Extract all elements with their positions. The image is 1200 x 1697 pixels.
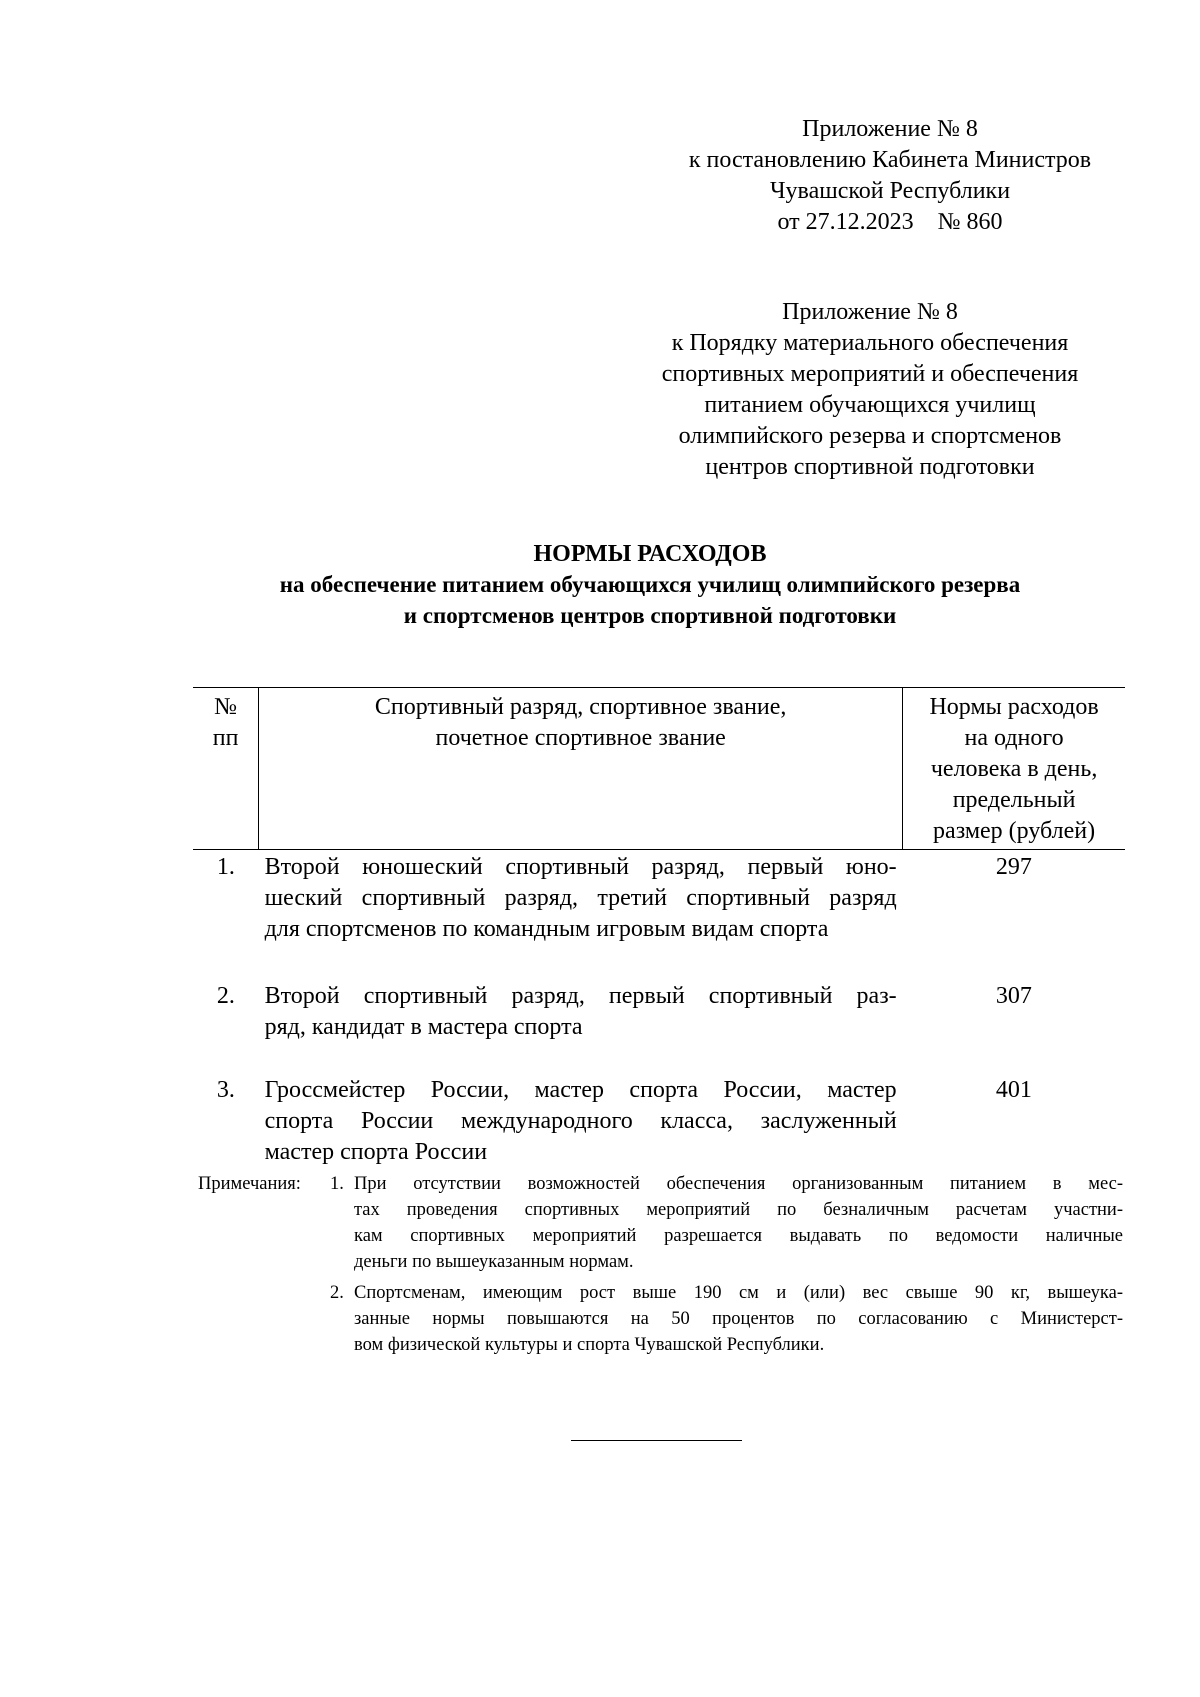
header-norm-line: Нормы расходов — [929, 694, 1099, 720]
table-row — [193, 850, 1125, 980]
appendix-line: Приложение № 8 — [802, 116, 978, 142]
note-number: 1. — [330, 1174, 344, 1194]
rank-line: мастер спорта России — [264, 1139, 488, 1165]
note-text — [354, 1171, 1123, 1275]
appendix-line: Приложение № 8 — [782, 299, 958, 325]
note-text — [354, 1280, 1123, 1358]
appendix-line: спортивных мероприятий и обеспечения — [661, 361, 1079, 387]
header-norm — [903, 688, 1125, 850]
rank-line: спорта России международного класса, заслуженный — [264, 1108, 897, 1134]
header-norm-line: предельный — [952, 787, 1076, 813]
header-number-line: № — [214, 694, 238, 720]
appendix-resolution-reference — [650, 114, 1130, 238]
norms-table — [193, 687, 1125, 1175]
note-line: кам спортивных мероприятий разрешается выдавать по ведомости наличные — [354, 1226, 1123, 1246]
note-item — [330, 1280, 1123, 1358]
notes-label: Примечания: — [198, 1174, 301, 1194]
header-rank-line: Спортивный разряд, спортивное звание, — [374, 694, 787, 720]
row-number: 1. — [216, 854, 235, 880]
appendix-line: олимпийского резерва и спортсменов — [678, 423, 1062, 449]
note-line: тах проведения спортивных мероприятий по безналичным расчетам участни- — [354, 1200, 1123, 1220]
row-number: 3. — [216, 1077, 235, 1103]
appendix-line: к постановлению Кабинета Министров — [688, 147, 1092, 173]
appendix-date-number: от 27.12.2023 № 860 — [777, 209, 1003, 235]
rank-line: Гроссмейстер России, мастер спорта России, мастер — [264, 1077, 897, 1103]
appendix-line: к Порядку материального обеспечения — [671, 330, 1069, 356]
row-norm: 297 — [995, 854, 1032, 880]
header-norm-line: на одного — [964, 725, 1064, 751]
header-number — [193, 688, 259, 850]
row-norm: 307 — [995, 983, 1032, 1009]
rank-line: для спортсменов по командным игровым видам спорта — [264, 916, 829, 942]
header-rank — [259, 688, 903, 850]
note-line: занные нормы повышаются на 50 процентов по согласованию с Министерст- — [354, 1309, 1123, 1329]
row-number: 2. — [216, 983, 235, 1009]
header-norm-line: размер (рублей) — [933, 818, 1096, 844]
appendix-line: центров спортивной подготовки — [705, 454, 1035, 480]
table-header-row — [193, 688, 1125, 850]
row-rank — [259, 1073, 903, 1175]
rank-line: шеский спортивный разряд, третий спортивный разряд — [264, 885, 897, 911]
header-norm-line: человека в день, — [930, 756, 1098, 782]
note-line: вом физической культуры и спорта Чувашской Республики. — [354, 1335, 825, 1355]
table-row — [193, 1073, 1125, 1175]
note-line: Спортсменам, имеющим рост выше 190 см и (или) вес свыше 90 кг, вышеука- — [354, 1283, 1123, 1303]
note-number: 2. — [330, 1283, 344, 1303]
header-number-line: пп — [212, 725, 239, 751]
table-row — [193, 979, 1125, 1073]
note-line: При отсутствии возможностей обеспечения организованным питанием в мес- — [354, 1174, 1123, 1194]
closing-divider — [571, 1440, 742, 1441]
title-subtitle-line: и спортсменов центров спортивной подготовки — [403, 603, 897, 628]
title-main: НОРМЫ РАСХОДОВ — [533, 541, 767, 567]
row-rank — [259, 979, 903, 1073]
row-rank — [259, 850, 903, 980]
appendix-order-reference — [640, 297, 1100, 483]
title-subtitle-line: на обеспечение питанием обучающихся училищ олимпийского резерва — [279, 572, 1021, 597]
rank-line: ряд, кандидат в мастера спорта — [264, 1014, 583, 1040]
header-rank-line: почетное спортивное звание — [435, 725, 726, 751]
row-norm: 401 — [995, 1077, 1032, 1103]
rank-line: Второй юношеский спортивный разряд, первый юно- — [264, 854, 897, 880]
note-item — [330, 1171, 1123, 1275]
note-line: деньги по вышеуказанным нормам. — [354, 1252, 634, 1272]
rank-line: Второй спортивный разряд, первый спортивный раз- — [264, 983, 897, 1009]
appendix-line: Чувашской Республики — [769, 178, 1011, 204]
document-title — [150, 539, 1150, 631]
appendix-line: питанием обучающихся училищ — [704, 392, 1036, 418]
